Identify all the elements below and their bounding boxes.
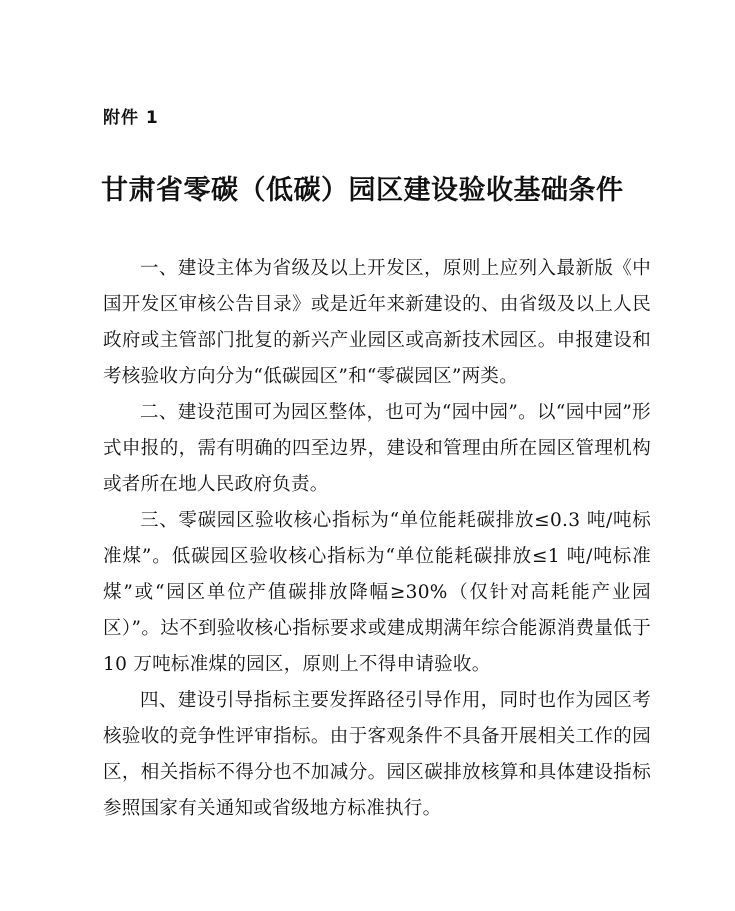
paragraph-4: 四、建设引导指标主要发挥路径引导作用，同时也作为园区考核验收的竞争性评审指标。由于客观条件不具备开展相关工作的园区，相关指标不得分也不加减分。园区碳排放核算和具体建设指标参照国家有关通知或省级地方标准执行。 [103,690,651,819]
paragraph-3: 三、零碳园区验收核心指标为“单位能耗碳排放≤0.3 吨/吨标准煤”。低碳园区验收核心指标为“单位能耗碳排放≤1 吨/吨标准煤”或“园区单位产值碳排放降幅≥30%（仅针对高耗能产业园区）”。达不到验收核心指标要求或建成期满年综合能源消费量低于 10 万吨标准煤的园区，原则上不得申请验收。 [103,510,651,675]
document-title: 甘肃省零碳（低碳）园区建设验收基础条件 [101,175,624,206]
document-body [103,251,651,827]
attachment-label: 附件 1 [103,108,159,128]
paragraph-1: 一、建设主体为省级及以上开发区，原则上应列入最新版《中国开发区审核公告目录》或是近年来新建设的、由省级及以上人民政府或主管部门批复的新兴产业园区或高新技术园区。申报建设和考核验收方向分为“低碳园区”和“零碳园区”两类。 [103,258,651,387]
paragraph-2: 二、建设范围可为园区整体，也可为“园中园”。以“园中园”形式申报的，需有明确的四至边界，建设和管理由所在园区管理机构或者所在地人民政府负责。 [103,402,651,495]
